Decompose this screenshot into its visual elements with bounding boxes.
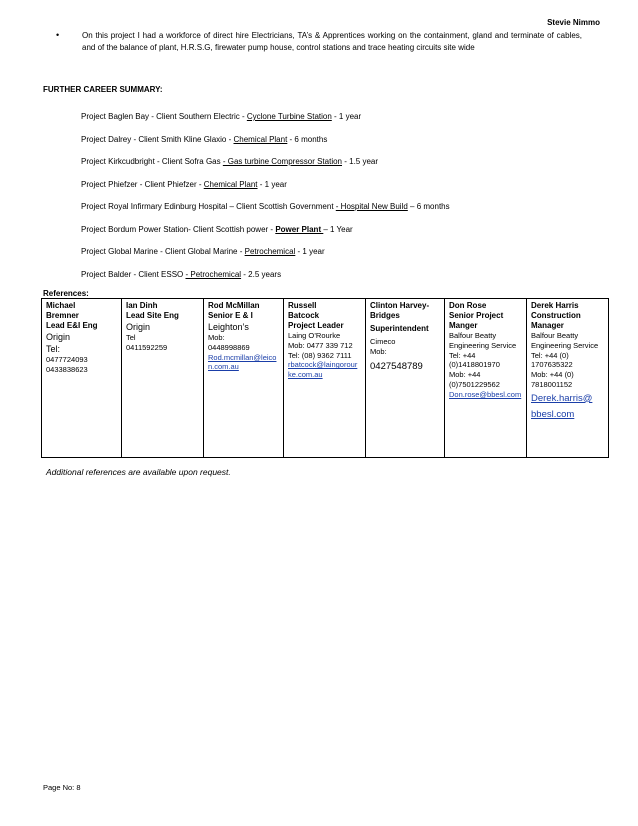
page-number: Page No: 8 — [43, 783, 81, 792]
project-item: Project Balder - Client ESSO - Petrochemical - 2.5 years — [81, 269, 282, 279]
reference-cell-michael-bremner: Michael Bremner Lead E&I Eng Origin Tel: 0477724093 0433838623 — [42, 299, 122, 458]
project-item: Project Phiefzer - Client Phiefzer - Chemical Plant - 1 year — [81, 179, 287, 189]
email-link-don-rose[interactable]: Don.rose@bbesl.com — [449, 389, 522, 399]
reference-cell-rod-mcmillan: Rod McMillan Senior E & I Leighton’s Mob: 0448998869 Rod.mcmillan@leicon.com.au — [204, 299, 284, 458]
project-item: Project Dalrey - Client Smith Kline Glaxio - Chemical Plant - 6 months — [81, 134, 328, 144]
references-heading: References: — [43, 289, 89, 298]
reference-cell-russell-batcock: Russell Batcock Project Leader Laing O’Rourke Mob: 0477 339 712 Tel: (08) 9362 7111 rbatcock@laingorourke.com.au — [284, 299, 366, 458]
project-item: Project Royal Infirmary Edinburg Hospital – Client Scottish Government - Hospital New Build – 6 months — [81, 202, 450, 211]
bullet-icon: • — [56, 30, 60, 40]
email-link-rod-mcmillan[interactable]: Rod.mcmillan@leicon.com.au — [208, 352, 277, 372]
project-item: Project Bordum Power Station- Client Scottish power - Power Plant – 1 Year — [81, 224, 353, 234]
header-author-name: Stevie Nimmo — [547, 18, 600, 27]
bullet-text: On this project I had a workforce of direct hire Electricians, TA’s & Apprentices working on the containment, gland and terminate of cables, and of the balance of plant, H.R.S.G, firewater pump house, control stations and trace heating circuits site wide — [82, 31, 582, 52]
project-item: Project Global Marine - Client Global Marine - Petrochemical - 1 year — [81, 247, 325, 256]
project-item: Project Baglen Bay - Client Southern Electric - Cyclone Turbine Station - 1 year — [81, 112, 362, 121]
career-project-list — [81, 112, 601, 292]
email-link-derek-harris[interactable]: Derek.harris@ — [531, 392, 593, 404]
email-link-russell-batcock[interactable]: rbatcock@laingorourke.com.au — [288, 360, 358, 380]
project-description-bullet — [56, 30, 582, 53]
references-table — [41, 298, 609, 458]
project-item: Project Kirkcudbright - Client Sofra Gas - Gas turbine Compressor Station - 1.5 year — [81, 157, 379, 166]
reference-cell-clinton-harvey-bridges: Clinton Harvey-Bridges Superintendent Cimeco Mob: 0427548789 — [366, 299, 445, 458]
career-summary-heading: FURTHER CAREER SUMMARY: — [43, 85, 163, 94]
additional-references-note: Additional references are available upon request. — [46, 467, 231, 477]
email-link-derek-harris-domain[interactable]: bbesl.com — [531, 408, 575, 420]
reference-cell-derek-harris: Derek Harris Construction Manager Balfour Beatty Engineering Service Tel: +44 (0) 1707635322 Mob: +44 (0) 7818001152 Derek.harris@ bbesl.com — [527, 299, 609, 458]
reference-cell-ian-dinh: Ian Dinh Lead Site Eng Origin Tel 0411592259 — [122, 299, 204, 458]
reference-cell-don-rose: Don Rose Senior Project Manger Balfour Beatty Engineering Service Tel: +44 (0)1418801970 Mob: +44 (0)7501229562 Don.rose@bbesl.com — [445, 299, 527, 458]
